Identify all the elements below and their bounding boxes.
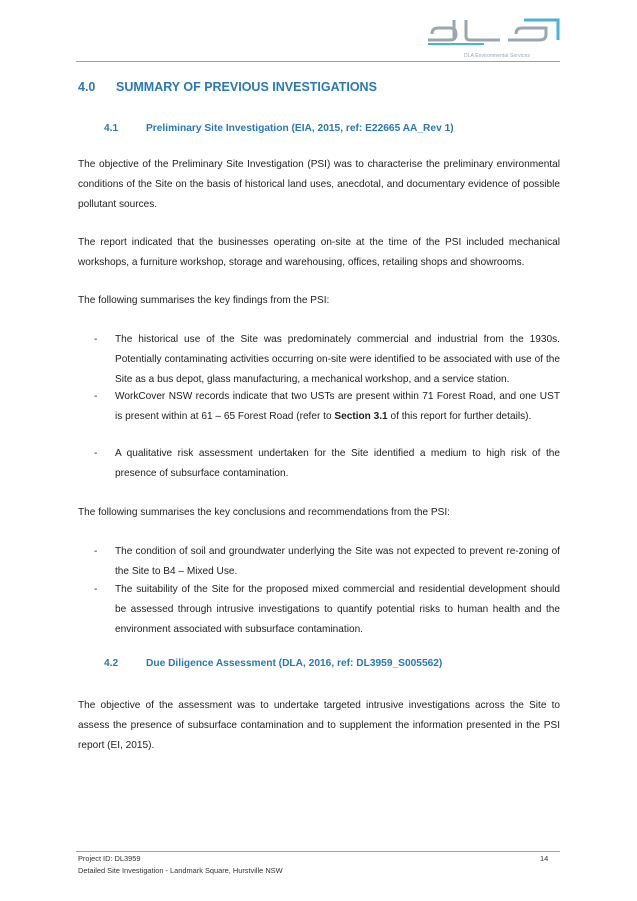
- section-reference: Section 3.1: [334, 411, 388, 422]
- section-heading: [78, 80, 377, 94]
- list-item-text: [115, 387, 560, 427]
- header-rule: [76, 61, 560, 62]
- bullet-dash: -: [94, 334, 98, 345]
- subsection-heading-4-2: [104, 658, 442, 669]
- footer-rule: [76, 851, 560, 852]
- logo-caption: DLA Environmental Services: [464, 53, 530, 59]
- subsection-title: Due Diligence Assessment (DLA, 2016, ref: DL3959_S005562): [146, 658, 443, 669]
- subsection-heading-4-1: [104, 123, 454, 134]
- paragraph-psi-objective: The objective of the Preliminary Site Investigation (PSI) was to characterise the preliminary environmental conditions of the Site on the basis of historical land uses, anecdotal, and documentary evidence of possible pollutant sources.: [78, 159, 560, 210]
- paragraph-dda-objective: The objective of the assessment was to undertake targeted intrusive investigations across the Site to assess the presence of subsurface contamination and to supplement the information presented in the PSI report (EI, 2015).: [78, 700, 560, 751]
- list-item-text: A qualitative risk assessment undertaken for the Site identified a medium to high risk of the presence of subsurface contamination.: [115, 448, 560, 479]
- paragraph-psi-businesses: The report indicated that the businesses operating on-site at the time of the PSI included mechanical workshops, a furniture workshop, storage and warehousing, offices, retailing shops and showrooms.: [78, 237, 560, 268]
- section-title: SUMMARY OF PREVIOUS INVESTIGATIONS: [116, 80, 377, 94]
- bullet-dash: -: [94, 391, 98, 402]
- list-item: [78, 387, 560, 427]
- footer-project-id: Project ID: DL3959: [78, 854, 141, 863]
- subsection-number: 4.1: [104, 123, 119, 134]
- list-item: [78, 542, 560, 582]
- footer-document-title: Detailed Site Investigation - Landmark Square, Hurstville NSW: [78, 866, 283, 875]
- bullet-dash: -: [94, 584, 98, 595]
- dla-logo-mark: [424, 16, 564, 52]
- list-item-text: The suitability of the Site for the proposed mixed commercial and residential development should be assessed through intrusive investigations to quantify potential risks to human health and the environment associated with subsurface contamination.: [115, 584, 560, 635]
- list-item-text-end: of this report for further details).: [387, 411, 532, 422]
- list-item-text-start: WorkCover NSW records indicate that two USTs are present within 71 Forest Road, and one UST is present within at 61 – 65 Forest Road (refer to: [115, 391, 560, 422]
- subsection-number: 4.2: [104, 658, 119, 669]
- dla-logo: [424, 16, 564, 59]
- list-item-text: The condition of soil and groundwater underlying the Site was not expected to prevent re-zoning of the Site to B4 – Mixed Use.: [115, 546, 560, 577]
- section-number: 4.0: [78, 80, 96, 94]
- list-item-text: The historical use of the Site was predominately commercial and industrial from the 1930s. Potentially contaminating activities occurring on-site were identified to be associated with use of the Site as a bus depot, glass manufacturing, a mechanical workshop, and a service station.: [115, 334, 560, 385]
- paragraph-conclusions-intro: The following summarises the key conclusions and recommendations from the PSI:: [78, 507, 450, 518]
- list-item: [78, 330, 560, 390]
- footer-page-number: 14: [540, 854, 549, 863]
- list-item: [78, 580, 560, 640]
- subsection-title: Preliminary Site Investigation (EIA, 2015, ref: E22665 AA_Rev 1): [146, 123, 454, 134]
- bullet-dash: -: [94, 448, 98, 459]
- paragraph-findings-intro: The following summarises the key findings from the PSI:: [78, 295, 330, 306]
- bullet-dash: -: [94, 546, 98, 557]
- list-item: [78, 444, 560, 484]
